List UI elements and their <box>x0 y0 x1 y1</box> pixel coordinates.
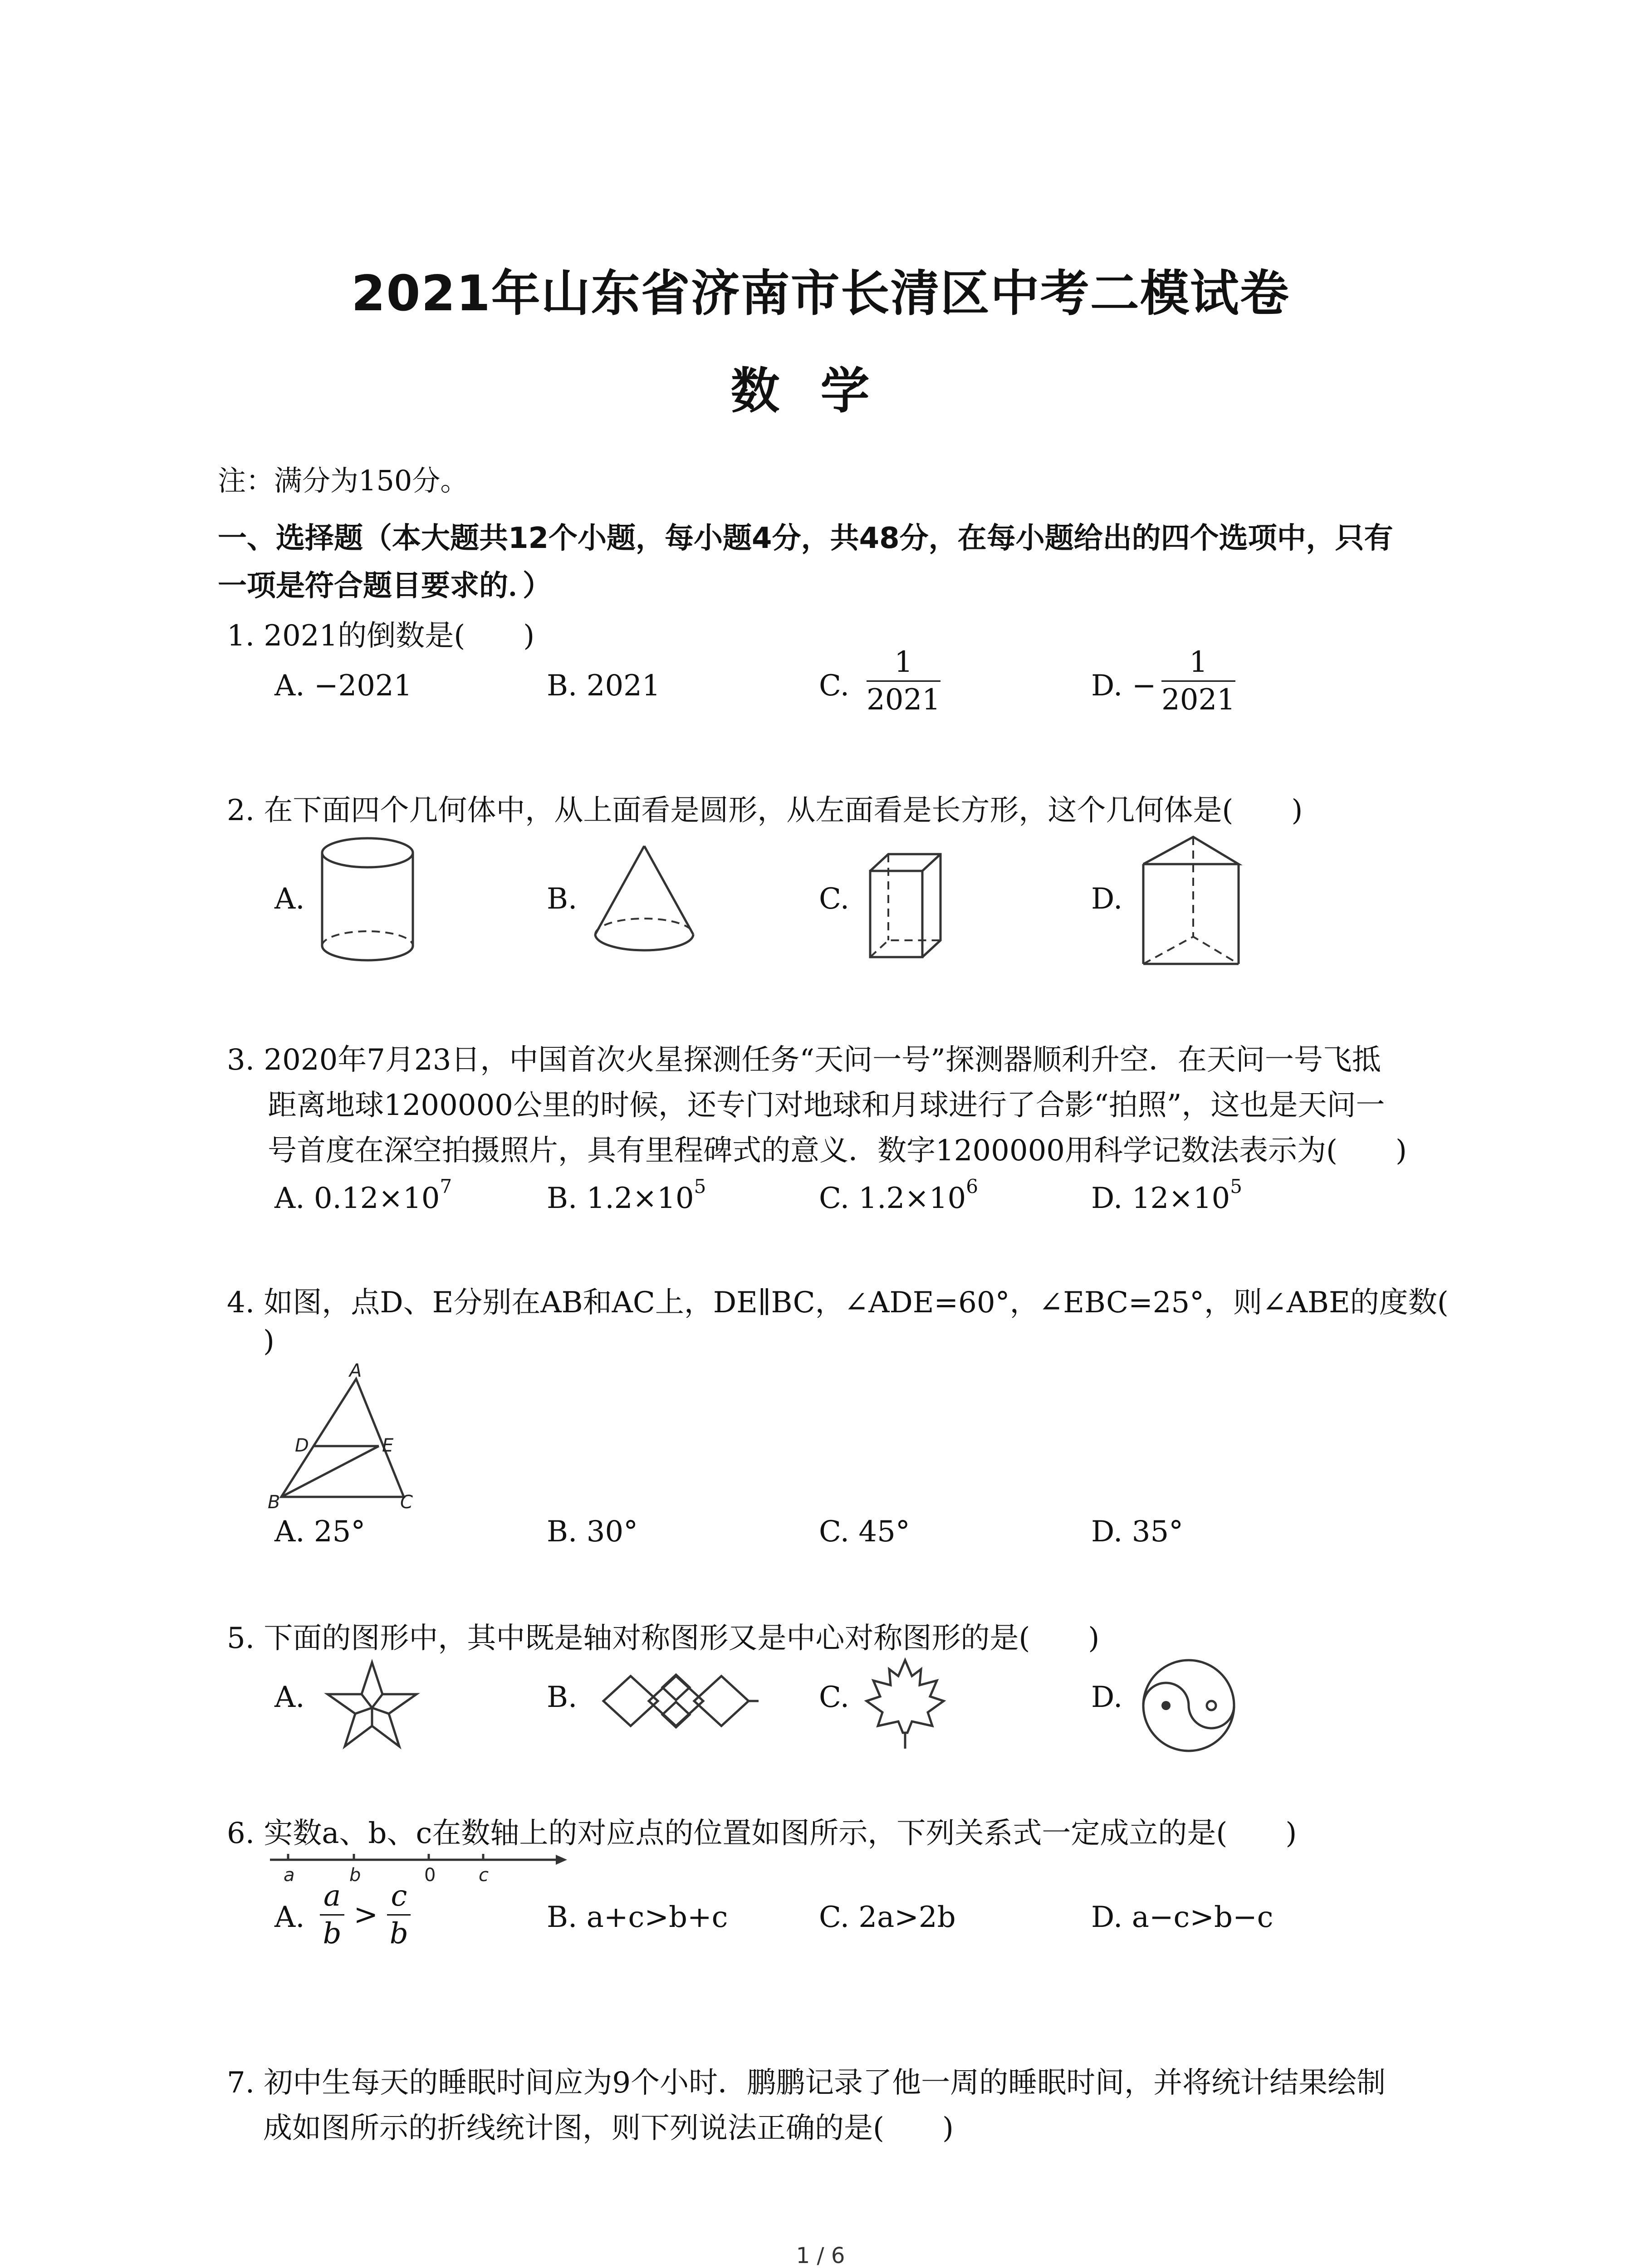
section-heading-line2: 一项是符合题目要求的．） <box>218 569 552 603</box>
q2-option-b: B. <box>547 882 578 916</box>
maple-leaf-figure <box>864 1658 946 1751</box>
question-4-line2: ) <box>263 1325 274 1358</box>
section-heading-line1: 一、选择题（本大题共12个小题，每小题4分，共48分，在每小题给出的四个选项中，只有 <box>218 522 1393 555</box>
score-note: 注：满分为150分。 <box>218 464 469 497</box>
label-point-a: A <box>349 1360 362 1381</box>
q6-a-num1: a <box>320 1878 344 1916</box>
q1-c-denominator: 2021 <box>867 683 941 717</box>
q6-option-c: C. 2a>2b <box>819 1901 956 1934</box>
q2-option-c: C. <box>819 882 850 916</box>
q5-option-b: B. <box>547 1681 578 1714</box>
label-point-e: E <box>382 1435 394 1456</box>
q1-option-d-fraction <box>1161 644 1235 718</box>
q4-option-d: D. 35° <box>1091 1515 1184 1549</box>
q5-option-d: D. <box>1091 1681 1123 1714</box>
triangular-prism-figure <box>1139 832 1243 968</box>
question-3-line1: 3. 2020年7月23日，中国首次火星探测任务“天问一号”探测器顺利升空．在天问一号飞抵 <box>227 1043 1381 1077</box>
axis-label-c: c <box>479 1865 489 1886</box>
star-figure <box>324 1660 420 1751</box>
q3-a-exponent: 7 <box>440 1175 452 1198</box>
subject-title: 数学 <box>730 363 911 420</box>
q3-option-a <box>274 1175 452 1215</box>
question-4-line1: 4. 如图，点D、E分别在AB和AC上，DE∥BC，∠ADE=60°，∠EBC=25°，则∠ABE的度数( <box>227 1286 1449 1320</box>
q1-option-d-label: D. − <box>1091 669 1156 703</box>
number-line-figure <box>268 1848 567 1889</box>
q3-c-exponent: 6 <box>966 1175 978 1198</box>
q1-option-a: A. −2021 <box>274 669 412 703</box>
q5-option-c: C. <box>819 1681 850 1714</box>
knot-pattern-figure <box>599 1669 762 1733</box>
yin-yang-figure <box>1139 1658 1239 1753</box>
q3-d-base: D. 12×10 <box>1091 1182 1230 1215</box>
question-6-stem: 6. 实数a、b、c在数轴上的对应点的位置如图所示，下列关系式一定成立的是( ) <box>227 1817 1297 1850</box>
q6-a-num2: c <box>387 1878 411 1916</box>
q6-option-d: D. a−c>b−c <box>1091 1901 1274 1934</box>
q3-option-b <box>547 1175 706 1215</box>
q1-option-c-fraction <box>867 644 941 718</box>
axis-label-zero: 0 <box>424 1865 436 1886</box>
q6-a-den1: b <box>323 1917 342 1950</box>
q6-option-b: B. a+c>b+c <box>547 1901 728 1934</box>
q3-option-d <box>1091 1175 1242 1215</box>
q3-a-base: A. 0.12×10 <box>274 1182 440 1215</box>
question-3-line3: 号首度在深空拍摄照片，具有里程碑式的意义．数字1200000用科学记数法表示为( ) <box>268 1134 1407 1168</box>
q4-option-c: C. 45° <box>819 1515 910 1549</box>
label-point-d: D <box>295 1435 309 1456</box>
question-7-line2: 成如图所示的折线统计图，则下列说法正确的是( ) <box>263 2112 954 2145</box>
question-5-stem: 5. 下面的图形中，其中既是轴对称图形又是中心对称图形的是( ) <box>227 1622 1100 1655</box>
q6-a-greater-sign: > <box>353 1898 378 1932</box>
question-1-stem: 1. 2021的倒数是( ) <box>227 619 535 653</box>
q3-b-base: B. 1.2×10 <box>547 1182 694 1215</box>
q2-option-d: D. <box>1091 882 1123 916</box>
q3-d-exponent: 5 <box>1230 1175 1242 1198</box>
q3-c-base: C. 1.2×10 <box>819 1182 966 1215</box>
question-3-line2: 距离地球1200000公里的时候，还专门对地球和月球进行了合影“拍照”，这也是天问一 <box>268 1089 1385 1122</box>
triangle-figure <box>268 1360 422 1513</box>
q1-option-c-label: C. <box>819 669 850 703</box>
cylinder-figure <box>318 835 417 966</box>
q5-option-a: A. <box>274 1681 305 1714</box>
q1-d-denominator: 2021 <box>1161 683 1235 717</box>
label-point-b: B <box>268 1492 280 1513</box>
question-2-stem: 2. 在下面四个几何体中，从上面看是圆形，从左面看是长方形，这个几何体是( ) <box>227 794 1303 827</box>
q2-option-a: A. <box>274 882 305 916</box>
q6-option-a-expression <box>320 1878 411 1952</box>
axis-label-b: b <box>349 1865 361 1886</box>
q3-b-exponent: 5 <box>694 1175 706 1198</box>
q1-option-b: B. 2021 <box>547 669 661 703</box>
q6-option-a-label: A. <box>274 1901 305 1934</box>
q6-a-den2: b <box>389 1917 408 1950</box>
q1-d-numerator: 1 <box>1161 644 1235 682</box>
q4-option-b: B. 30° <box>547 1515 638 1549</box>
cuboid-figure <box>867 850 944 962</box>
page-title: 2021年山东省济南市长清区中考二模试卷 <box>351 265 1290 322</box>
q3-option-c <box>819 1175 978 1215</box>
axis-label-a: a <box>284 1865 295 1886</box>
q4-option-a: A. 25° <box>274 1515 366 1549</box>
q1-c-numerator: 1 <box>867 644 941 682</box>
label-point-c: C <box>400 1492 413 1513</box>
cone-figure <box>590 841 699 964</box>
question-7-line1: 7. 初中生每天的睡眠时间应为9个小时．鹏鹏记录了他一周的睡眠时间，并将统计结果绘制 <box>227 2066 1386 2100</box>
page-number: 1 / 6 <box>796 2243 845 2268</box>
